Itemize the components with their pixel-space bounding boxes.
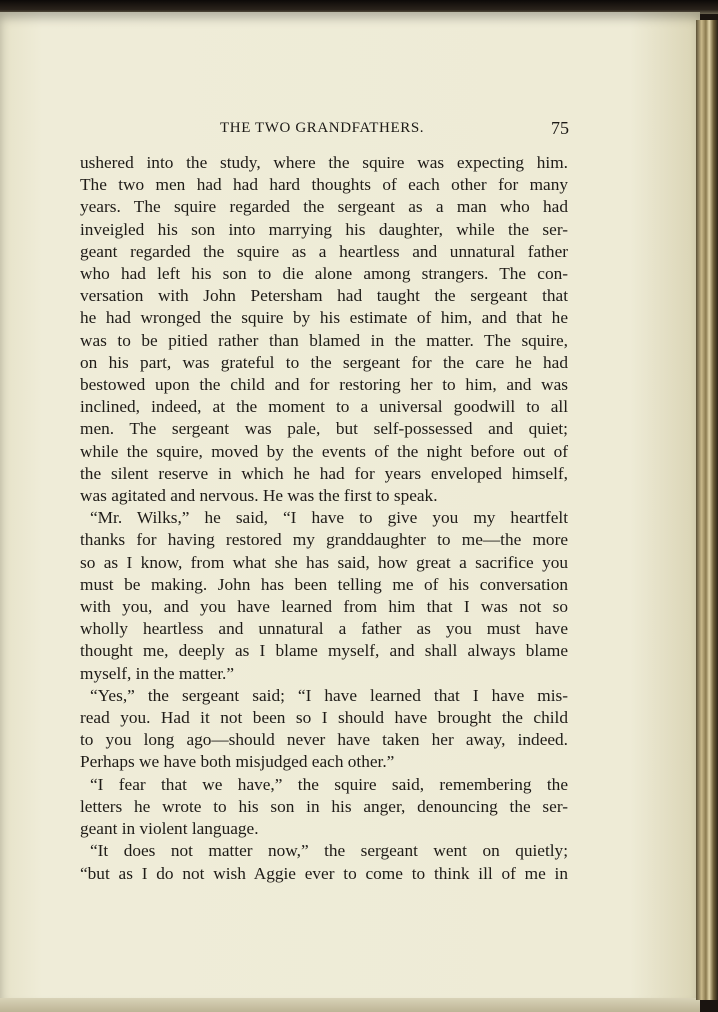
body-text [80, 152, 568, 885]
text-line: thought me, deeply as I blame myself, and shall always blame [80, 641, 568, 661]
text-line: “but as I do not wish Aggie ever to come to think ill of me in [80, 863, 568, 883]
text-line: geant regarded the squire as a heartless and unnatural father [80, 241, 568, 261]
text-line: geant in violent language. [80, 819, 259, 839]
text-line: men. The sergeant was pale, but self-possessed and quiet; [80, 419, 568, 439]
text-line: who had left his son to die alone among strangers. The con- [80, 264, 568, 284]
running-head [80, 118, 569, 142]
book-binding-edge [696, 20, 718, 1000]
text-line: The two men had had hard thoughts of each other for many [80, 175, 568, 195]
page-bottom-edge [0, 998, 700, 1012]
text-line: versation with John Petersham had taught the sergeant that [80, 286, 568, 306]
text-line: with you, and you have learned from him that I was not so [80, 597, 568, 617]
text-line: was agitated and nervous. He was the first to speak. [80, 486, 438, 506]
text-line: “I fear that we have,” the squire said, remembering the [90, 774, 568, 794]
text-line: so as I know, from what she has said, how great a sacrifice you [80, 552, 568, 572]
text-line: he had wronged the squire by his estimate of him, and that he [80, 308, 568, 328]
text-line: was to be pitied rather than blamed in the matter. The squire, [80, 330, 568, 350]
text-line: must be making. John has been telling me of his conversation [80, 574, 568, 594]
text-line: read you. Had it not been so I should have brought the child [80, 708, 568, 728]
page-number: 75 [551, 118, 569, 138]
text-line: thanks for having restored my granddaughter to me—the more [80, 530, 568, 550]
text-line: Perhaps we have both misjudged each other.” [80, 752, 395, 772]
text-line: inveigled his son into marrying his daughter, while the ser- [80, 219, 568, 239]
text-line: to you long ago—should never have taken her away, indeed. [80, 730, 568, 750]
text-line: “Yes,” the sergeant said; “I have learned that I have mis- [90, 685, 568, 705]
text-line: on his part, was grateful to the sergeant for the care he had [80, 352, 568, 372]
chapter-title: THE TWO GRANDFATHERS. [220, 120, 425, 136]
text-line: letters he wrote to his son in his anger, denouncing the ser- [80, 796, 568, 816]
text-line: inclined, indeed, at the moment to a universal goodwill to all [80, 397, 568, 417]
text-line: “It does not matter now,” the sergeant went on quietly; [90, 841, 568, 861]
text-line: while the squire, moved by the events of the night before out of [80, 441, 568, 461]
text-line: the silent reserve in which he had for years enveloped himself, [80, 463, 568, 483]
text-line: years. The squire regarded the sergeant as a man who had [80, 197, 568, 217]
text-line: myself, in the matter.” [80, 663, 235, 683]
text-line: wholly heartless and unnatural a father as you must have [80, 619, 568, 639]
text-line: “Mr. Wilks,” he said, “I have to give you my heartfelt [90, 508, 568, 528]
text-line: ushered into the study, where the squire was expecting him. [80, 153, 568, 172]
text-line: bestowed upon the child and for restoring her to him, and was [80, 375, 568, 395]
